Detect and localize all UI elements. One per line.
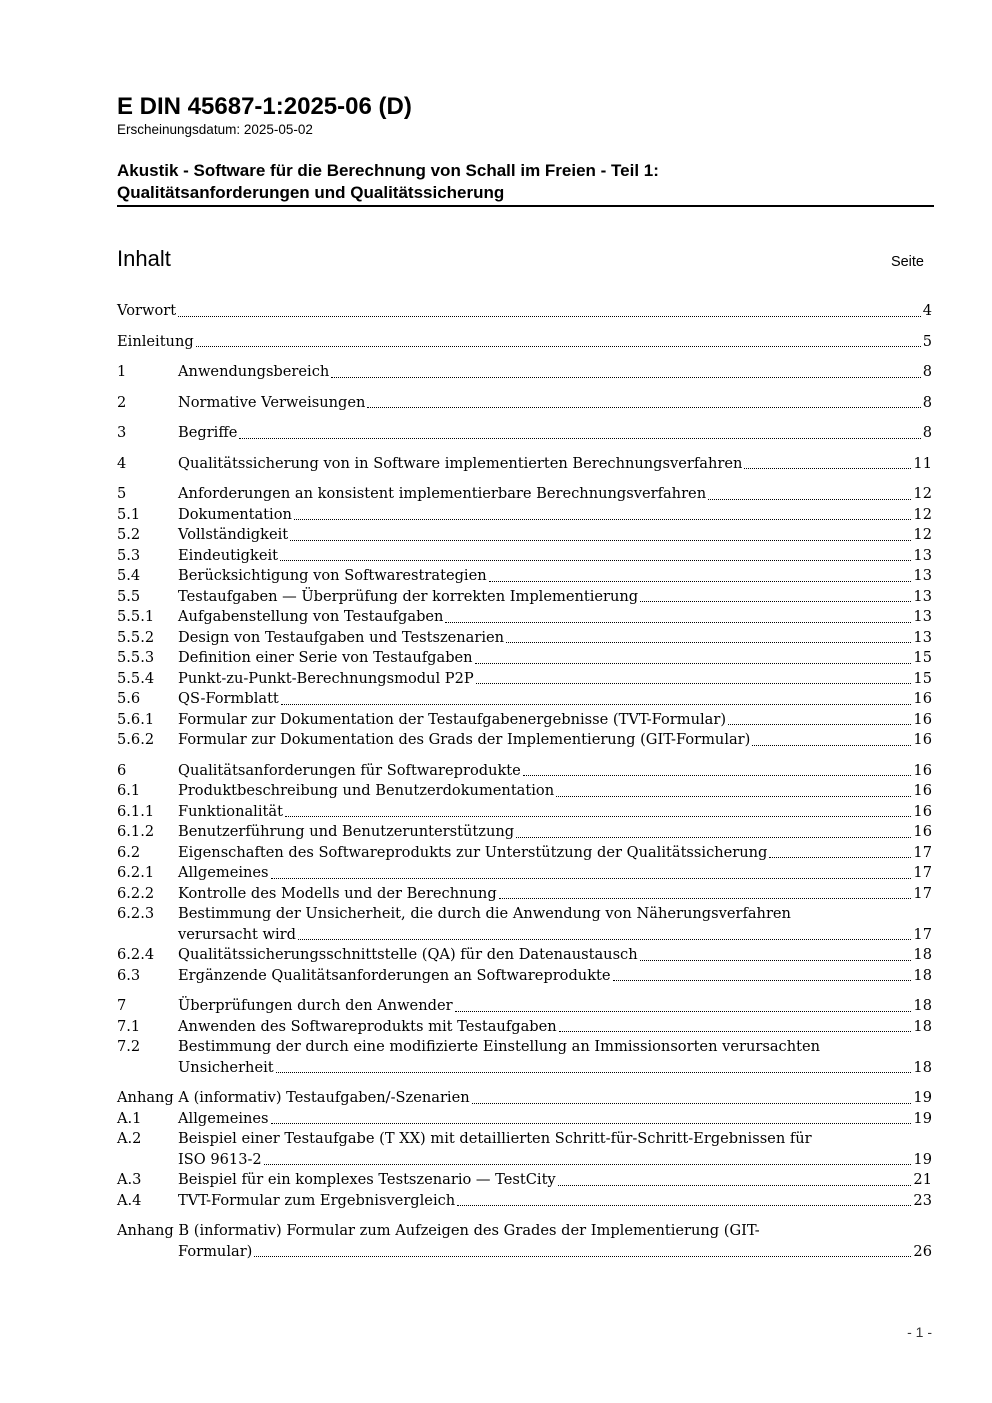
toc-entry[interactable] bbox=[117, 607, 932, 628]
toc-entry-page: 15 bbox=[913, 669, 932, 687]
toc-entry-page: 18 bbox=[913, 997, 932, 1014]
toc-entry-number: 6.2.1 bbox=[117, 864, 155, 881]
toc-entry-number: 5.6 bbox=[117, 690, 141, 707]
toc-leader-dots bbox=[708, 499, 911, 500]
toc-entry-page: 13 bbox=[913, 628, 932, 646]
toc-spacer bbox=[117, 1078, 932, 1088]
title-line-1: Akustik - Software für die Berechnung von Schall im Freien - Teil 1: bbox=[117, 161, 659, 180]
toc-entry-page: 5 bbox=[922, 332, 932, 350]
toc-entry-number: 6.1.1 bbox=[117, 802, 155, 820]
toc-leader-dots bbox=[476, 683, 912, 684]
toc-entry-title: Benutzerführung und Benutzerunterstützung bbox=[178, 823, 515, 840]
toc-entry-page: 11 bbox=[913, 454, 932, 472]
toc-entry-title: Anforderungen an konsistent implementierbare Berechnungsverfahren bbox=[178, 485, 707, 502]
toc-entry[interactable] bbox=[117, 628, 932, 649]
toc-leader-dots bbox=[506, 642, 911, 643]
toc-leader-dots bbox=[728, 724, 911, 725]
page-number: - 1 - bbox=[907, 1324, 932, 1340]
toc-entry[interactable] bbox=[117, 393, 932, 414]
toc-entry[interactable] bbox=[117, 730, 932, 751]
toc-entry-page: 17 bbox=[913, 884, 932, 902]
toc-entry-title: Anwenden des Softwareprodukts mit Testaufgaben bbox=[178, 1017, 557, 1035]
toc-entry-page: 13 bbox=[913, 567, 932, 584]
toc-leader-dots bbox=[613, 980, 912, 981]
toc-entry-title: Produktbeschreibung und Benutzerdokumentation bbox=[178, 782, 555, 799]
toc-leader-dots bbox=[455, 1011, 912, 1012]
toc-entry[interactable] bbox=[117, 863, 932, 884]
toc-entry[interactable] bbox=[117, 1191, 932, 1212]
toc-entry[interactable] bbox=[117, 1129, 932, 1150]
toc-entry-page: 23 bbox=[913, 1191, 932, 1209]
toc-entry-page: 12 bbox=[913, 505, 932, 523]
toc-entry[interactable] bbox=[117, 996, 932, 1017]
toc-entry-page: 16 bbox=[913, 782, 932, 799]
toc-entry-page: 19 bbox=[913, 1089, 932, 1106]
toc-heading: Inhalt bbox=[117, 246, 171, 271]
toc-entry-number: 2 bbox=[117, 393, 127, 411]
toc-entry[interactable] bbox=[117, 423, 932, 444]
toc-entry-title: Eindeutigkeit bbox=[178, 546, 278, 564]
toc-entry-page: 4 bbox=[922, 302, 932, 319]
toc-entry-number: 5.1 bbox=[117, 505, 141, 523]
toc-entry-number: 6.2.2 bbox=[117, 884, 155, 902]
toc-entry-title: Berücksichtigung von Softwarestrategien bbox=[178, 567, 487, 584]
toc-entry-number: 7.1 bbox=[117, 1017, 141, 1035]
toc-entry-title: Beispiel einer Testaufgabe (T XX) mit detaillierten Schritt-für-Schritt-Ergebnissen für bbox=[178, 1130, 812, 1147]
toc-entry-title: Design von Testaufgaben und Testszenarien bbox=[178, 628, 505, 646]
toc-entry-page: 16 bbox=[913, 731, 932, 748]
toc-entry-number: 5.6.2 bbox=[117, 731, 155, 748]
toc-entry-page: 19 bbox=[913, 1109, 932, 1127]
toc-entry-page: 8 bbox=[922, 393, 932, 411]
toc-entry-title: Qualitätsanforderungen für Softwareprodukte bbox=[178, 761, 521, 779]
toc-entry-page: 21 bbox=[913, 1171, 932, 1188]
toc-leader-dots bbox=[744, 468, 911, 469]
toc-leader-dots bbox=[752, 745, 911, 746]
toc-entry[interactable] bbox=[117, 301, 932, 322]
toc-entry-title: Allgemeines bbox=[178, 1109, 269, 1127]
table-of-contents bbox=[117, 301, 932, 1262]
toc-entry[interactable] bbox=[117, 566, 932, 587]
toc-leader-dots bbox=[475, 663, 912, 664]
toc-entry[interactable] bbox=[117, 966, 932, 987]
toc-spacer bbox=[117, 474, 932, 484]
toc-entry-title-continued: verursacht wird bbox=[178, 925, 296, 943]
toc-entry-title: Normative Verweisungen bbox=[178, 393, 366, 411]
toc-entry[interactable] bbox=[117, 546, 932, 567]
toc-entry-page: 16 bbox=[913, 710, 932, 728]
toc-entry-title: Vorwort bbox=[117, 302, 177, 319]
toc-entry-page: 12 bbox=[913, 526, 932, 543]
toc-entry-number: A.2 bbox=[117, 1130, 142, 1147]
toc-entry-title-continued: Formular) bbox=[178, 1242, 253, 1260]
toc-entry-title-continued: ISO 9613-2 bbox=[178, 1150, 262, 1168]
publication-date: Erscheinungsdatum: 2025-05-02 bbox=[117, 122, 313, 137]
toc-entry-title: Eigenschaften des Softwareprodukts zur Unterstützung der Qualitätssicherung bbox=[178, 843, 768, 861]
toc-entry-page: 17 bbox=[913, 864, 932, 881]
toc-entry-number: 6.2.3 bbox=[117, 905, 155, 922]
toc-leader-dots bbox=[254, 1256, 911, 1257]
toc-entry-number: 7.2 bbox=[117, 1038, 141, 1055]
toc-entry[interactable] bbox=[117, 822, 932, 843]
toc-leader-dots bbox=[196, 346, 921, 347]
toc-entry-title: Anhang B (informativ) Formular zum Aufzeigen des Grades der Implementierung (GIT- bbox=[117, 1222, 760, 1239]
toc-entry-title: Qualitätssicherung von in Software implementierten Berechnungsverfahren bbox=[178, 454, 743, 472]
toc-entry-title: QS-Formblatt bbox=[178, 690, 279, 707]
toc-entry-page: 8 bbox=[922, 363, 932, 380]
toc-entry[interactable] bbox=[117, 843, 932, 864]
toc-entry-page: 16 bbox=[913, 802, 932, 820]
toc-leader-dots bbox=[298, 939, 911, 940]
toc-entry-page: 12 bbox=[913, 485, 932, 502]
toc-leader-dots bbox=[285, 816, 911, 817]
toc-entry[interactable] bbox=[117, 332, 932, 353]
toc-entry[interactable] bbox=[117, 484, 932, 505]
toc-entry[interactable] bbox=[117, 802, 932, 823]
toc-entry-page: 18 bbox=[913, 946, 932, 963]
toc-entry-title: Ergänzende Qualitätsanforderungen an Softwareprodukte bbox=[178, 966, 611, 984]
toc-entry-number: 5.5.1 bbox=[117, 608, 155, 625]
toc-entry-title-continued: Unsicherheit bbox=[178, 1058, 274, 1076]
toc-leader-dots bbox=[294, 519, 912, 520]
toc-entry-title: Bestimmung der durch eine modifizierte Einstellung an Immissionsorten verursachten bbox=[178, 1038, 821, 1055]
toc-entry-page: 15 bbox=[913, 649, 932, 666]
toc-leader-dots bbox=[516, 837, 911, 838]
toc-leader-dots bbox=[271, 878, 912, 879]
toc-entry[interactable] bbox=[117, 761, 932, 782]
toc-entry-number: 5.6.1 bbox=[117, 710, 155, 728]
toc-entry-number: A.4 bbox=[117, 1191, 142, 1209]
toc-entry[interactable] bbox=[117, 669, 932, 690]
toc-entry-number: 5.5.3 bbox=[117, 649, 155, 666]
toc-spacer bbox=[117, 444, 932, 454]
toc-entry[interactable] bbox=[117, 1037, 932, 1058]
toc-entry[interactable] bbox=[117, 884, 932, 905]
toc-leader-dots bbox=[281, 704, 912, 705]
toc-leader-dots bbox=[489, 581, 912, 582]
toc-entry-page: 26 bbox=[913, 1242, 932, 1260]
toc-entry-title: Anhang A (informativ) Testaufgaben/-Szenarien bbox=[117, 1089, 470, 1106]
toc-entry[interactable] bbox=[117, 781, 932, 802]
toc-spacer bbox=[117, 383, 932, 393]
document-id: E DIN 45687-1:2025-06 (D) bbox=[117, 93, 412, 120]
toc-entry-page: 18 bbox=[913, 1058, 932, 1076]
toc-entry-page: 13 bbox=[913, 546, 932, 564]
toc-page-label: Seite bbox=[890, 254, 924, 270]
toc-entry-title: Formular zur Dokumentation des Grads der Implementierung (GIT-Formular) bbox=[178, 731, 751, 748]
toc-entry-title: Funktionalität bbox=[178, 802, 283, 820]
toc-entry-continuation[interactable] bbox=[117, 925, 932, 946]
toc-entry-title: TVT-Formular zum Ergebnisvergleich bbox=[178, 1191, 456, 1209]
toc-entry[interactable] bbox=[117, 1088, 932, 1109]
toc-leader-dots bbox=[640, 960, 912, 961]
toc-entry-title: Punkt-zu-Punkt-Berechnungsmodul P2P bbox=[178, 669, 474, 687]
toc-leader-dots bbox=[558, 1185, 912, 1186]
toc-leader-dots bbox=[769, 857, 911, 858]
toc-entry-number: 6.1 bbox=[117, 782, 141, 799]
toc-entry-number: A.3 bbox=[117, 1171, 142, 1188]
toc-leader-dots bbox=[559, 1031, 912, 1032]
title-divider bbox=[117, 205, 934, 207]
toc-entry-title: Beispiel für ein komplexes Testszenario — TestCity bbox=[178, 1171, 556, 1188]
toc-entry[interactable] bbox=[117, 1170, 932, 1191]
toc-entry-title: Begriffe bbox=[178, 424, 238, 441]
title-line-2: Qualitätsanforderungen und Qualitätssicherung bbox=[117, 183, 505, 202]
toc-leader-dots bbox=[178, 316, 921, 317]
toc-entry-continuation[interactable] bbox=[117, 1150, 932, 1171]
toc-entry-title: Vollständigkeit bbox=[178, 526, 289, 543]
toc-entry-number: 6 bbox=[117, 761, 127, 779]
toc-entry[interactable] bbox=[117, 1017, 932, 1038]
toc-entry-title: Testaufgaben — Überprüfung der korrekten Implementierung bbox=[178, 587, 639, 605]
toc-entry-number: 4 bbox=[117, 454, 127, 472]
toc-entry-page: 18 bbox=[913, 966, 932, 984]
toc-entry-page: 13 bbox=[913, 608, 932, 625]
toc-leader-dots bbox=[239, 438, 920, 439]
toc-entry-page: 8 bbox=[922, 424, 932, 441]
toc-entry-title: Anwendungsbereich bbox=[178, 363, 330, 380]
toc-entry-number: 3 bbox=[117, 424, 127, 441]
toc-entry-number: 5.5.2 bbox=[117, 628, 155, 646]
toc-spacer bbox=[117, 352, 932, 362]
toc-entry[interactable] bbox=[117, 362, 932, 383]
toc-leader-dots bbox=[640, 601, 911, 602]
toc-leader-dots bbox=[264, 1164, 912, 1165]
toc-entry-page: 13 bbox=[913, 587, 932, 605]
toc-entry-page: 17 bbox=[913, 843, 932, 861]
toc-entry-number: 6.3 bbox=[117, 966, 141, 984]
toc-entry[interactable] bbox=[117, 710, 932, 731]
toc-leader-dots bbox=[276, 1072, 912, 1073]
toc-entry-number: 5.5.4 bbox=[117, 669, 155, 687]
toc-spacer bbox=[117, 322, 932, 332]
toc-entry[interactable] bbox=[117, 454, 932, 475]
toc-entry-page: 16 bbox=[913, 823, 932, 840]
toc-entry[interactable] bbox=[117, 945, 932, 966]
toc-entry-page: 17 bbox=[913, 925, 932, 943]
toc-leader-dots bbox=[331, 377, 920, 378]
toc-leader-dots bbox=[556, 796, 911, 797]
toc-entry[interactable] bbox=[117, 587, 932, 608]
toc-spacer bbox=[117, 413, 932, 423]
toc-entry[interactable] bbox=[117, 648, 932, 669]
toc-leader-dots bbox=[445, 622, 911, 623]
toc-leader-dots bbox=[472, 1103, 912, 1104]
toc-spacer bbox=[117, 751, 932, 761]
toc-entry-number: 6.1.2 bbox=[117, 823, 155, 840]
toc-leader-dots bbox=[367, 407, 920, 408]
toc-entry-title: Überprüfungen durch den Anwender bbox=[178, 997, 453, 1014]
toc-entry-number: 5.2 bbox=[117, 526, 141, 543]
toc-entry-number: 5.3 bbox=[117, 546, 141, 564]
toc-entry[interactable] bbox=[117, 525, 932, 546]
toc-entry-number: 5 bbox=[117, 485, 127, 502]
toc-leader-dots bbox=[457, 1205, 911, 1206]
toc-entry-continuation[interactable] bbox=[117, 1058, 932, 1079]
toc-entry-title: Einleitung bbox=[117, 332, 194, 350]
toc-entry[interactable] bbox=[117, 1221, 932, 1242]
toc-entry-continuation[interactable] bbox=[117, 1242, 932, 1263]
toc-leader-dots bbox=[499, 898, 912, 899]
toc-entry-number: 6.2 bbox=[117, 843, 141, 861]
toc-spacer bbox=[117, 986, 932, 996]
toc-entry-number: 5.4 bbox=[117, 567, 141, 584]
toc-entry-page: 16 bbox=[913, 690, 932, 707]
toc-entry-title: Dokumentation bbox=[178, 505, 292, 523]
document-title bbox=[117, 160, 659, 204]
toc-leader-dots bbox=[271, 1123, 912, 1124]
toc-entry[interactable] bbox=[117, 689, 932, 710]
toc-entry[interactable] bbox=[117, 505, 932, 526]
toc-entry-title: Formular zur Dokumentation der Testaufgabenergebnisse (TVT-Formular) bbox=[178, 710, 727, 728]
toc-entry-title: Kontrolle des Modells und der Berechnung bbox=[178, 884, 497, 902]
toc-entry[interactable] bbox=[117, 904, 932, 925]
toc-entry-number: 7 bbox=[117, 997, 127, 1014]
toc-entry-page: 16 bbox=[913, 761, 932, 779]
toc-leader-dots bbox=[280, 560, 911, 561]
toc-leader-dots bbox=[523, 775, 912, 776]
toc-entry-title: Qualitätssicherungsschnittstelle (QA) für den Datenaustausch bbox=[178, 946, 638, 963]
toc-entry-page: 19 bbox=[913, 1150, 932, 1168]
toc-entry-title: Aufgabenstellung von Testaufgaben bbox=[178, 608, 444, 625]
toc-leader-dots bbox=[290, 540, 911, 541]
toc-entry-number: 6.2.4 bbox=[117, 946, 155, 963]
toc-entry-page: 18 bbox=[913, 1017, 932, 1035]
toc-entry-title: Definition einer Serie von Testaufgaben bbox=[178, 649, 473, 666]
toc-entry[interactable] bbox=[117, 1109, 932, 1130]
toc-entry-number: A.1 bbox=[117, 1109, 142, 1127]
toc-entry-number: 5.5 bbox=[117, 587, 141, 605]
toc-spacer bbox=[117, 1211, 932, 1221]
toc-entry-title: Allgemeines bbox=[178, 864, 269, 881]
toc-entry-number: 1 bbox=[117, 363, 127, 380]
toc-entry-title: Bestimmung der Unsicherheit, die durch die Anwendung von Näherungsverfahren bbox=[178, 905, 791, 922]
